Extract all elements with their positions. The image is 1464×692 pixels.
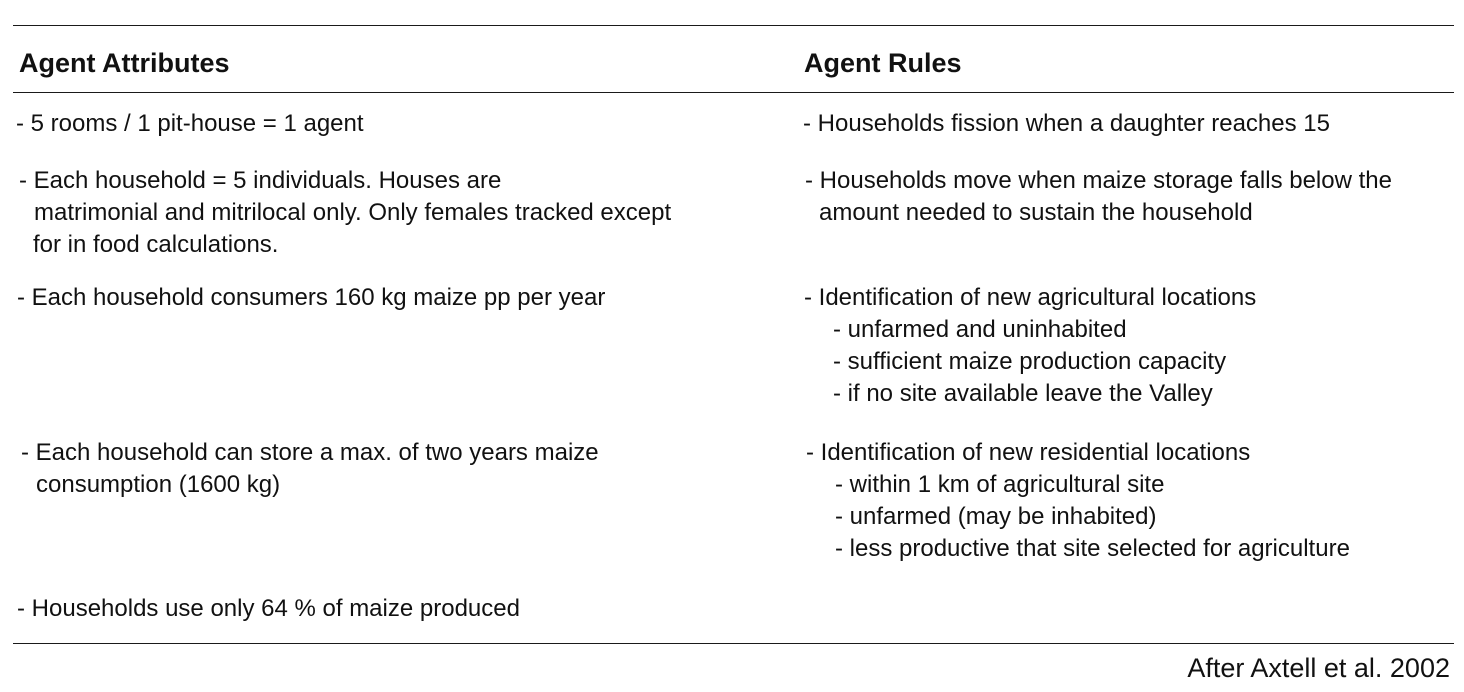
- attributes-header: Agent Attributes: [19, 48, 230, 78]
- bottom-rule: [13, 643, 1454, 644]
- top-rule: [13, 25, 1454, 26]
- rule-item: [803, 108, 1330, 140]
- attribute-line: - Each household can store a max. of two years maize: [21, 439, 599, 466]
- rule-subitem: - unfarmed (may be inhabited): [835, 503, 1157, 530]
- rule-item: [804, 282, 1256, 410]
- rule-item: [805, 165, 1392, 229]
- attribute-line: consumption (1600 kg): [36, 471, 281, 498]
- attribute-line: - Each household consumers 160 kg maize pp per year: [17, 284, 606, 311]
- rule-subitem: - sufficient maize production capacity: [833, 348, 1227, 375]
- rule-subitem: - if no site available leave the Valley: [833, 380, 1213, 407]
- attribute-item: [17, 593, 520, 625]
- rule-line: amount needed to sustain the household: [819, 199, 1253, 226]
- source-citation: After Axtell et al. 2002: [1187, 653, 1450, 683]
- rule-subitem: - within 1 km of agricultural site: [835, 471, 1165, 498]
- attribute-item: [19, 165, 671, 261]
- attribute-line: - 5 rooms / 1 pit-house = 1 agent: [16, 110, 364, 137]
- rule-line: - Households fission when a daughter reaches 15: [803, 110, 1330, 137]
- rule-item: [806, 437, 1350, 565]
- attribute-line: - Households use only 64 % of maize produced: [17, 595, 520, 622]
- attribute-line: - Each household = 5 individuals. Houses are: [19, 167, 502, 194]
- header-rule: [13, 92, 1454, 93]
- attribute-item: [21, 437, 599, 501]
- attribute-item: [16, 108, 364, 140]
- attribute-item: [17, 282, 605, 314]
- attribute-line: matrimonial and mitrilocal only. Only females tracked except: [34, 199, 672, 226]
- rule-line: - Identification of new residential locations: [806, 439, 1251, 466]
- rule-subitem: - less productive that site selected for agriculture: [835, 535, 1350, 562]
- rule-line: - Identification of new agricultural locations: [804, 284, 1257, 311]
- attribute-line: for in food calculations.: [33, 231, 279, 258]
- rules-header: Agent Rules: [804, 48, 962, 78]
- rule-subitem: - unfarmed and uninhabited: [833, 316, 1127, 343]
- rule-line: - Households move when maize storage falls below the: [805, 167, 1392, 194]
